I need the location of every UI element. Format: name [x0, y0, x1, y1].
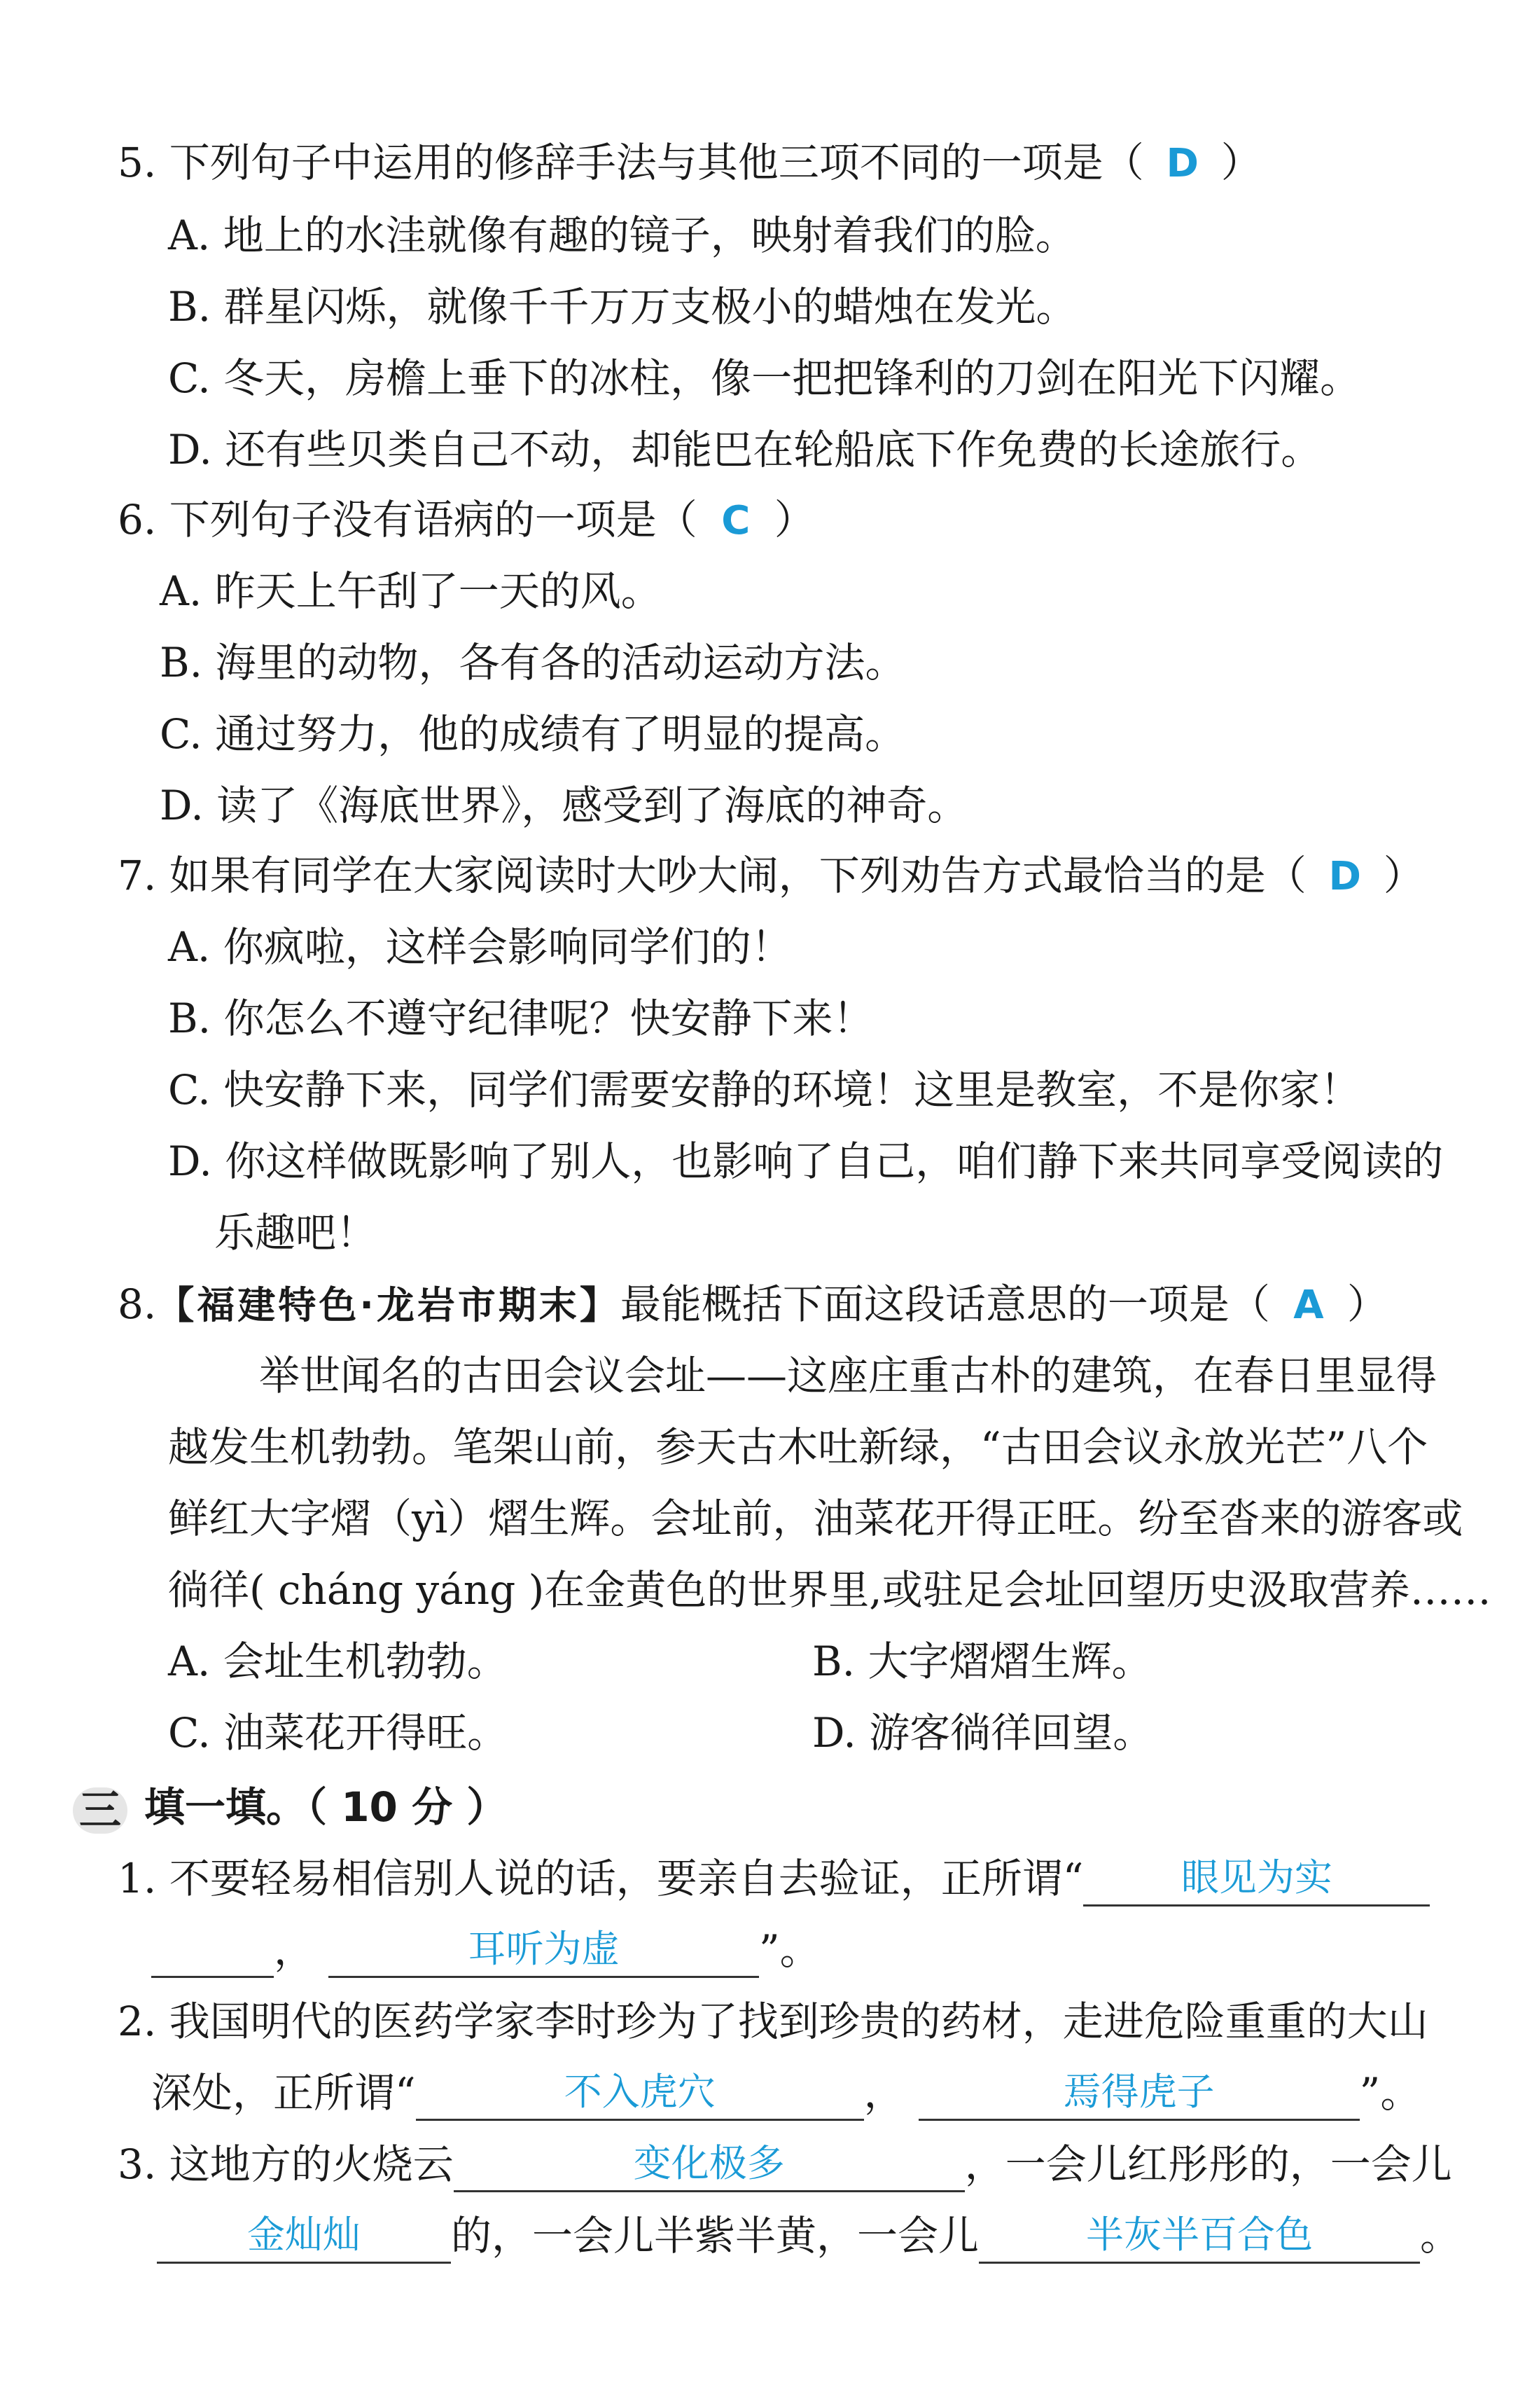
- q5-option-d: D. 还有些贝类自己不动，却能巴在轮船底下作免费的长途旅行。: [168, 426, 1322, 473]
- fill-2-text: 深处，正所谓“: [151, 2069, 416, 2117]
- q8-passage-line-3: 鲜红大字熠（yì）熠生辉。会址前，油菜花开得正旺。纷至沓来的游客或: [168, 1495, 1463, 1542]
- q5-option-c: C. 冬天，房檐上垂下的冰柱，像一把把锋利的刀剑在阳光下闪耀。: [168, 354, 1361, 402]
- q8-number: 8.: [118, 1280, 157, 1328]
- fill-2-blank-1: [416, 2068, 864, 2121]
- fill-2-line-2: [151, 2065, 1421, 2121]
- q6-option-c: C. 通过努力，他的成绩有了明显的提高。: [160, 710, 906, 758]
- fill-3-blank-2: [157, 2211, 451, 2264]
- fill-3-blank-3: [979, 2211, 1420, 2264]
- q5-close: ）: [1220, 139, 1262, 186]
- fill-1-comma: ，: [274, 1926, 315, 1974]
- fill-3-answer-1: 变化极多: [633, 2141, 785, 2185]
- q7-answer: D: [1328, 854, 1362, 899]
- fill-1-blank-2: [328, 1925, 759, 1978]
- fill-2-blank-2: [919, 2068, 1360, 2121]
- q7-option-b: B. 你怎么不遵守纪律呢？快安静下来！: [168, 995, 874, 1042]
- q8-option-a: A. 会址生机勃勃。: [168, 1638, 508, 1685]
- fill-3-end: 。: [1420, 2212, 1461, 2260]
- q7-stem: [118, 847, 1424, 905]
- fill-3-text-3: 的，一会儿半紫半黄，一会儿: [451, 2212, 980, 2260]
- fill-1-text: 1. 不要轻易相信别人说的话，要亲自去验证，正所谓“: [118, 1855, 1084, 1902]
- q6-option-d: D. 读了《海底世界》，感受到了海底的神奇。: [160, 782, 968, 829]
- q5-answer: D: [1166, 141, 1199, 186]
- q6-stem-text: 6. 下列句子没有语病的一项是（: [118, 496, 697, 544]
- fill-3-answer-2: 金灿灿: [247, 2213, 361, 2257]
- q8-stem-text: 最能概括下面这段话意思的一项是（: [620, 1280, 1270, 1328]
- q6-answer: C: [721, 498, 751, 544]
- q8-close: ）: [1346, 1280, 1388, 1328]
- fill-3-line-2: [157, 2208, 1461, 2264]
- q7-option-d: D. 你这样做既影响了别人，也影响了自己，咱们静下来共同享受阅读的: [168, 1137, 1444, 1185]
- fill-2-answer-1: 不入虎穴: [564, 2070, 716, 2114]
- fill-3-text-1: 3. 这地方的火烧云: [118, 2140, 454, 2188]
- q6-stem: [118, 492, 815, 549]
- q8-passage-line-4: 徜徉( cháng yáng )在金黄色的世界里,或驻足会址回望历史汲取营养……: [168, 1566, 1491, 1614]
- fill-1-blank-1: [1083, 1854, 1430, 1907]
- q8-passage-line-2: 越发生机勃勃。笔架山前，参天古木吐新绿，“古田会议永放光芒”八个: [168, 1423, 1428, 1471]
- fill-3-blank-1: [454, 2140, 965, 2192]
- fill-2-comma: ，: [863, 2069, 905, 2117]
- q5-stem-text: 5. 下列句子中运用的修辞手法与其他三项不同的一项是（: [118, 139, 1144, 186]
- q5-stem: [118, 134, 1262, 192]
- q6-option-b: B. 海里的动物，各有各的活动运动方法。: [160, 639, 906, 686]
- q8-source-tag: 【福建特色·龙岩市期末】: [156, 1283, 620, 1327]
- q7-option-d-continued: 乐趣吧！: [214, 1209, 377, 1257]
- q7-stem-text: 7. 如果有同学在大家阅读时大吵大闹，下列劝告方式最恰当的是（: [118, 852, 1307, 899]
- section-3-title: 填一填。（ 10 分 ）: [144, 1783, 508, 1831]
- q8-option-b: B. 大字熠熠生辉。: [812, 1638, 1152, 1685]
- q6-option-a: A. 昨天上午刮了一天的风。: [160, 567, 662, 615]
- fill-1-answer-1: 眼见为实: [1181, 1855, 1332, 1900]
- section-3-header: [73, 1779, 507, 1835]
- q8-passage-line-1: 举世闻名的古田会议会址——这座庄重古朴的建筑，在春日里显得: [259, 1352, 1437, 1399]
- q7-option-a: A. 你疯啦，这样会影响同学们的！: [168, 923, 792, 971]
- fill-2-answer-2: 焉得虎子: [1063, 2070, 1215, 2114]
- q5-option-a: A. 地上的水洼就像有趣的镜子，映射着我们的脸。: [168, 212, 1076, 259]
- fill-1-end: ”。: [759, 1926, 821, 1974]
- q8-stem: [118, 1276, 1388, 1334]
- fill-1-line-2: [151, 1922, 821, 1978]
- q8-option-c: C. 油菜花开得旺。: [168, 1709, 508, 1757]
- fill-3-answer-3: 半灰半百合色: [1086, 2213, 1314, 2257]
- q8-answer: A: [1293, 1282, 1324, 1328]
- q5-option-b: B. 群星闪烁，就像千千万万支极小的蜡烛在发光。: [168, 283, 1077, 331]
- fill-2-line-1: 2. 我国明代的医药学家李时珍为了找到珍贵的药材，走进危险重重的大山: [118, 1998, 1428, 2045]
- q7-option-c: C. 快安静下来，同学们需要安静的环境！这里是教室，不是你家！: [168, 1066, 1361, 1114]
- fill-3-text-2: ，一会儿红彤彤的，一会儿: [964, 2140, 1452, 2188]
- fill-1-line-1: [118, 1850, 1430, 1907]
- section-number-icon: 三: [73, 1787, 127, 1834]
- q8-option-d: D. 游客徜徉回望。: [812, 1709, 1154, 1757]
- fill-1-blank-1-continued: [151, 1925, 274, 1978]
- fill-2-end: ”。: [1359, 2069, 1421, 2117]
- q7-close: ）: [1383, 852, 1424, 899]
- fill-1-answer-2: 耳听为虚: [468, 1927, 620, 1971]
- fill-3-line-1: [118, 2136, 1452, 2192]
- q6-close: ）: [774, 496, 815, 544]
